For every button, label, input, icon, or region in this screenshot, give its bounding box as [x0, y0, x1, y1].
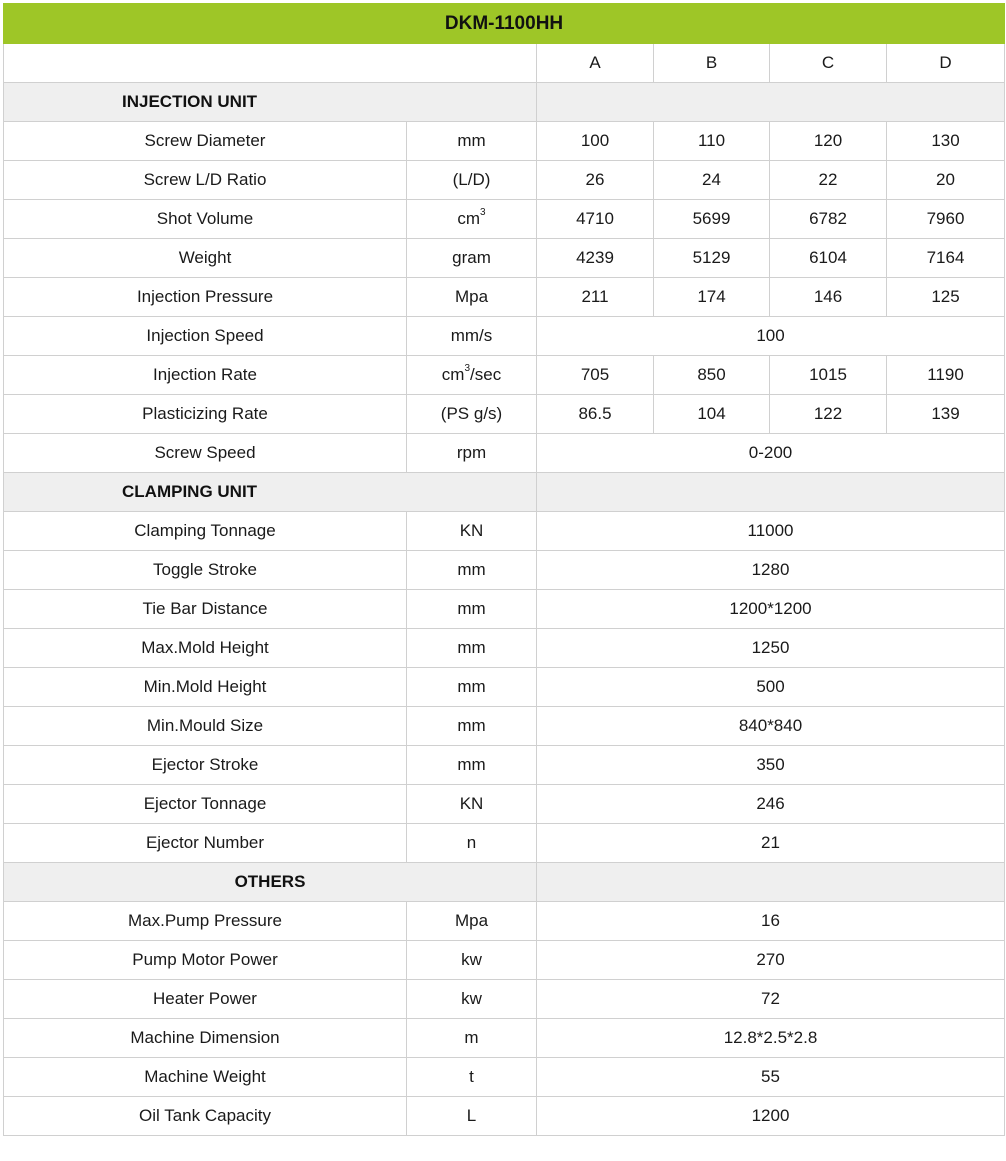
spec-value-shared: 1250	[537, 629, 1005, 668]
spec-value-shared: 16	[537, 902, 1005, 941]
spec-label: Heater Power	[4, 980, 407, 1019]
spec-value-shared: 1200*1200	[537, 590, 1005, 629]
title-row	[4, 4, 1005, 44]
spec-value-shared: 0-200	[537, 434, 1005, 473]
spec-value-a: 4239	[537, 239, 654, 278]
spec-value-c: 6782	[770, 200, 887, 239]
spec-unit: mm	[407, 707, 537, 746]
spec-row	[4, 629, 1005, 668]
spec-label: Min.Mould Size	[4, 707, 407, 746]
spec-label: Max.Mold Height	[4, 629, 407, 668]
spec-value-shared: 11000	[537, 512, 1005, 551]
spec-value-shared: 246	[537, 785, 1005, 824]
spec-label: Pump Motor Power	[4, 941, 407, 980]
spec-row	[4, 512, 1005, 551]
spec-value-c: 122	[770, 395, 887, 434]
spec-value-shared: 12.8*2.5*2.8	[537, 1019, 1005, 1058]
spec-value-shared: 55	[537, 1058, 1005, 1097]
section-blank-cell	[537, 473, 1005, 512]
spec-label: Clamping Tonnage	[4, 512, 407, 551]
spec-unit: mm	[407, 551, 537, 590]
spec-label: Ejector Stroke	[4, 746, 407, 785]
section-header-row	[4, 863, 1005, 902]
spec-value-c: 120	[770, 122, 887, 161]
column-header-c: C	[770, 44, 887, 83]
spec-value-b: 174	[654, 278, 770, 317]
spec-unit: L	[407, 1097, 537, 1136]
spec-value-d: 7960	[887, 200, 1005, 239]
spec-value-d: 125	[887, 278, 1005, 317]
spec-table-body	[4, 4, 1005, 1136]
spec-row	[4, 1019, 1005, 1058]
spec-unit: KN	[407, 512, 537, 551]
section-title: CLAMPING UNIT	[4, 473, 537, 512]
spec-row	[4, 824, 1005, 863]
spec-unit: $cm^3$	[407, 200, 537, 239]
spec-label: Min.Mold Height	[4, 668, 407, 707]
spec-value-d: 7164	[887, 239, 1005, 278]
spec-label: Weight	[4, 239, 407, 278]
spec-row	[4, 980, 1005, 1019]
spec-unit: (L/D)	[407, 161, 537, 200]
column-header-d: D	[887, 44, 1005, 83]
spec-value-b: 5699	[654, 200, 770, 239]
spec-unit: Mpa	[407, 278, 537, 317]
spec-value-a: 100	[537, 122, 654, 161]
spec-label: Injection Pressure	[4, 278, 407, 317]
spec-label: Tie Bar Distance	[4, 590, 407, 629]
spec-label: Shot Volume	[4, 200, 407, 239]
spec-row	[4, 161, 1005, 200]
spec-row	[4, 278, 1005, 317]
spec-unit: $cm^3/\sec$	[407, 356, 537, 395]
spec-unit: rpm	[407, 434, 537, 473]
spec-value-b: 104	[654, 395, 770, 434]
spec-value-b: 850	[654, 356, 770, 395]
section-header-row	[4, 83, 1005, 122]
spec-value-shared: 1280	[537, 551, 1005, 590]
spec-value-shared: 270	[537, 941, 1005, 980]
spec-value-d: 130	[887, 122, 1005, 161]
spec-row	[4, 1097, 1005, 1136]
section-title: INJECTION UNIT	[4, 83, 537, 122]
spec-label: Injection Rate	[4, 356, 407, 395]
spec-row	[4, 902, 1005, 941]
spec-label: Screw Speed	[4, 434, 407, 473]
spec-value-a: 211	[537, 278, 654, 317]
spec-value-shared: 21	[537, 824, 1005, 863]
spec-row	[4, 356, 1005, 395]
spec-value-d: 20	[887, 161, 1005, 200]
spec-row	[4, 746, 1005, 785]
spec-label: Max.Pump Pressure	[4, 902, 407, 941]
spec-value-d: 1190	[887, 356, 1005, 395]
spec-label: Machine Weight	[4, 1058, 407, 1097]
spec-value-a: 86.5	[537, 395, 654, 434]
spec-value-shared: 1200	[537, 1097, 1005, 1136]
spec-value-a: 4710	[537, 200, 654, 239]
spec-label: Screw Diameter	[4, 122, 407, 161]
spec-row	[4, 317, 1005, 356]
column-header-a: A	[537, 44, 654, 83]
spec-value-shared: 500	[537, 668, 1005, 707]
spec-row	[4, 395, 1005, 434]
section-title: OTHERS	[4, 863, 537, 902]
spec-row	[4, 122, 1005, 161]
spec-label: Oil Tank Capacity	[4, 1097, 407, 1136]
spec-unit: m	[407, 1019, 537, 1058]
spec-row	[4, 1058, 1005, 1097]
spec-value-c: 6104	[770, 239, 887, 278]
header-blank-cell	[4, 44, 537, 83]
spec-value-shared: 100	[537, 317, 1005, 356]
spec-unit: mm	[407, 590, 537, 629]
spec-label: Machine Dimension	[4, 1019, 407, 1058]
spec-value-d: 139	[887, 395, 1005, 434]
spec-value-b: 5129	[654, 239, 770, 278]
spec-value-b: 110	[654, 122, 770, 161]
spec-row	[4, 200, 1005, 239]
spec-row	[4, 785, 1005, 824]
spec-label: Screw L/D Ratio	[4, 161, 407, 200]
spec-value-b: 24	[654, 161, 770, 200]
spec-unit: mm	[407, 668, 537, 707]
spec-row	[4, 707, 1005, 746]
spec-value-c: 146	[770, 278, 887, 317]
spec-unit: kw	[407, 941, 537, 980]
spec-row	[4, 434, 1005, 473]
spec-value-shared: 72	[537, 980, 1005, 1019]
column-header-row	[4, 44, 1005, 83]
spec-value-c: 22	[770, 161, 887, 200]
spec-row	[4, 239, 1005, 278]
section-header-row	[4, 473, 1005, 512]
spec-unit: Mpa	[407, 902, 537, 941]
spec-row	[4, 668, 1005, 707]
spec-unit: mm	[407, 746, 537, 785]
spec-value-a: 26	[537, 161, 654, 200]
spec-row	[4, 551, 1005, 590]
column-header-b: B	[654, 44, 770, 83]
spec-value-a: 705	[537, 356, 654, 395]
spec-unit: mm	[407, 122, 537, 161]
section-blank-cell	[537, 83, 1005, 122]
spec-row	[4, 941, 1005, 980]
spec-unit: gram	[407, 239, 537, 278]
spec-label: Ejector Tonnage	[4, 785, 407, 824]
spec-value-shared: 350	[537, 746, 1005, 785]
spec-unit: n	[407, 824, 537, 863]
spec-label: Plasticizing Rate	[4, 395, 407, 434]
spec-unit: kw	[407, 980, 537, 1019]
spec-value-c: 1015	[770, 356, 887, 395]
spec-unit: mm/s	[407, 317, 537, 356]
model-title: DKM-1100HH	[4, 4, 1005, 44]
spec-unit: t	[407, 1058, 537, 1097]
spec-label: Injection Speed	[4, 317, 407, 356]
spec-label: Toggle Stroke	[4, 551, 407, 590]
spec-unit: mm	[407, 629, 537, 668]
spec-unit: (PS g/s)	[407, 395, 537, 434]
spec-unit: KN	[407, 785, 537, 824]
spec-value-shared: 840*840	[537, 707, 1005, 746]
section-blank-cell	[537, 863, 1005, 902]
spec-table	[3, 3, 1005, 1136]
spec-row	[4, 590, 1005, 629]
spec-label: Ejector Number	[4, 824, 407, 863]
